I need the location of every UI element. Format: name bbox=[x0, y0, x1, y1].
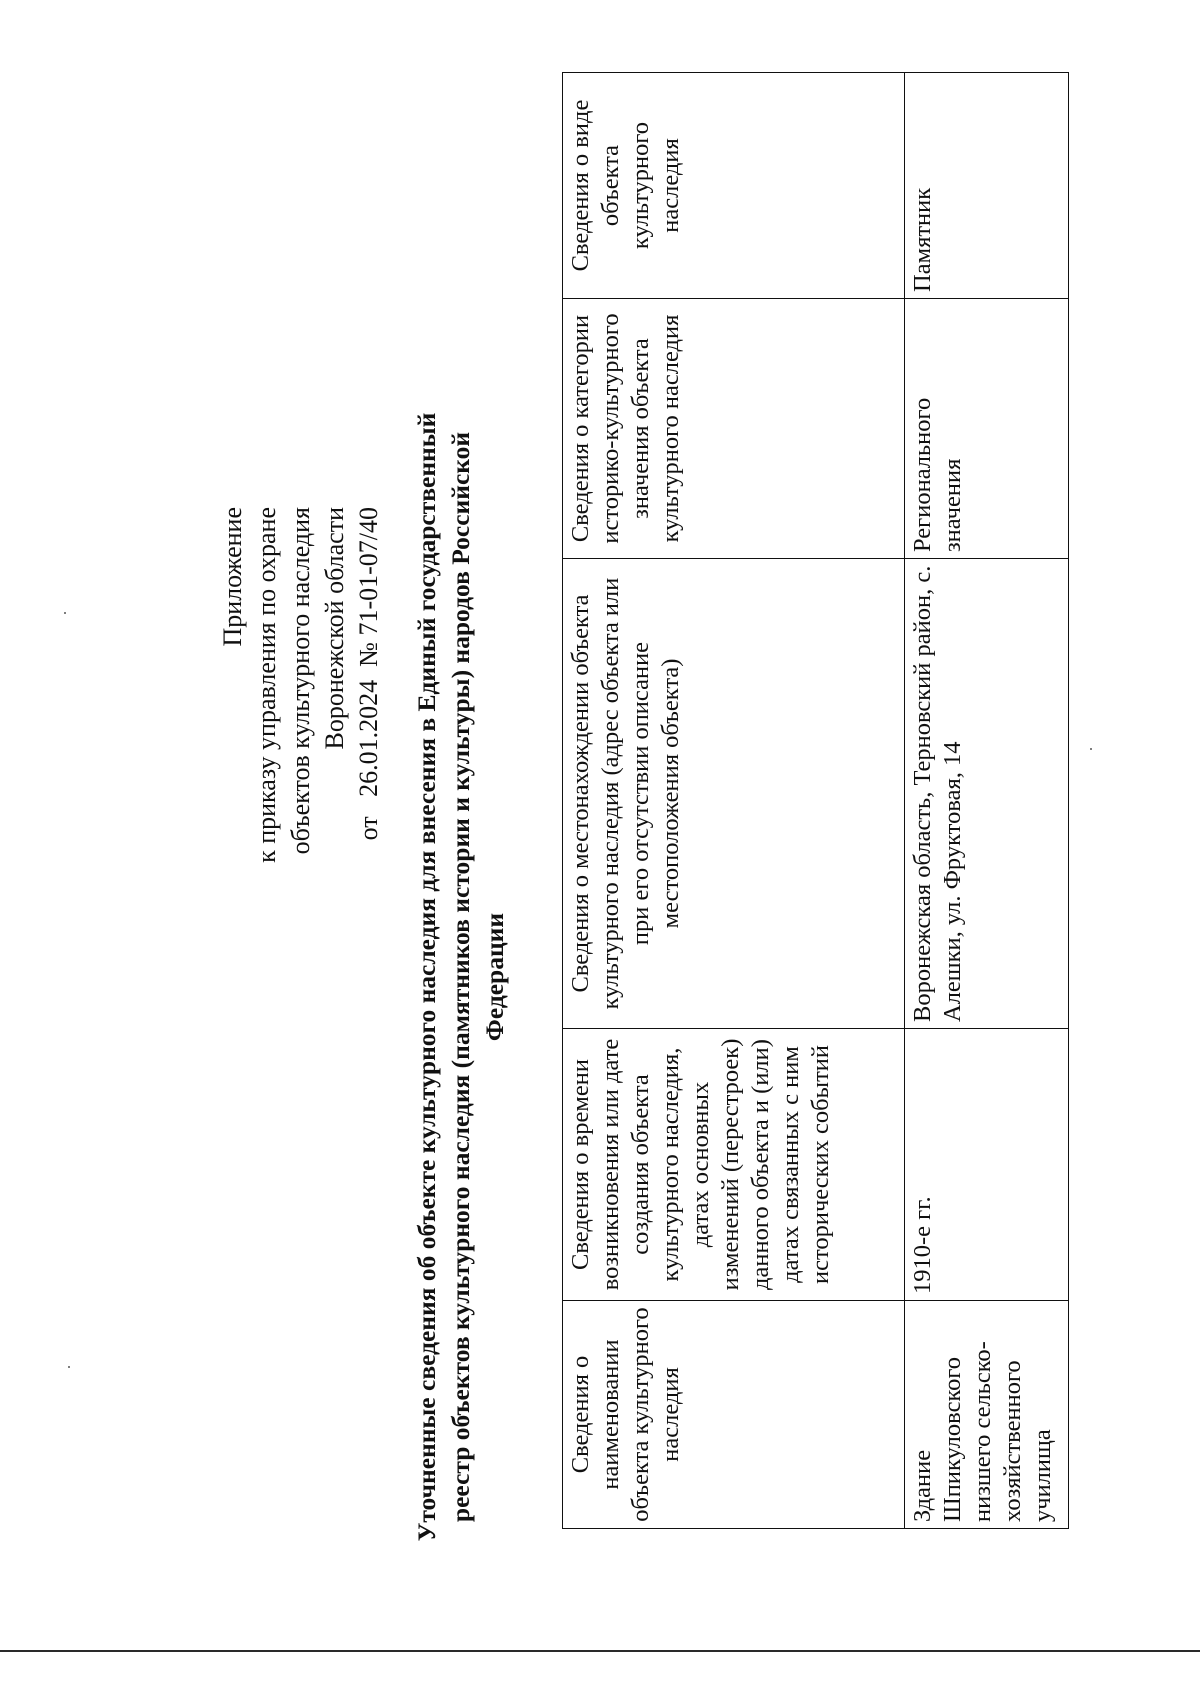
header-date: Сведения о времени возникновения или дате создания объекта культурного наследия, датах основных изменений (перестроек) данного объекта и (или) датах связанных с ним исторических событий bbox=[563, 1029, 905, 1301]
appendix-agency: объектов культурного наследия bbox=[286, 507, 315, 855]
appendix-block bbox=[216, 507, 386, 987]
scan-edge-line bbox=[0, 1650, 1200, 1652]
appendix-order-ref: к приказу управления по охране bbox=[252, 507, 281, 863]
header-location: Сведения о местонахождении объекта культурного наследия (адрес объекта или при его отсутствии описание местоположения объекта) bbox=[563, 559, 905, 1029]
table-header-row bbox=[563, 73, 905, 1529]
scan-speck bbox=[1090, 748, 1092, 750]
appendix-region: Воронежской области bbox=[320, 507, 349, 750]
cell-name: Здание Шпикуловского низшего сельско-хозяйственного училища bbox=[905, 1301, 1069, 1529]
table-row bbox=[905, 73, 1069, 1529]
heritage-table bbox=[562, 72, 1069, 1529]
cell-location: Воронежская область, Терновский район, с. Алешки, ул. Фруктовая, 14 bbox=[905, 559, 1069, 1029]
scan-speck bbox=[68, 1366, 70, 1368]
scan-speck bbox=[64, 612, 66, 614]
appendix-order-date-number: от 26.01.2024 № 71-01-07/40 bbox=[354, 507, 383, 841]
document-title: Уточненные сведения об объекте культурного наследия для внесения в Единый государственный реестр объектов культурного наследия (памятников истории и культуры) народов Российской Федерации bbox=[412, 412, 509, 1542]
cell-type: Памятник bbox=[905, 73, 1069, 299]
cell-category: Регионального значения bbox=[905, 299, 1069, 559]
header-type: Сведения о виде объекта культурного наследия bbox=[563, 73, 905, 299]
header-name: Сведения о наименовании объекта культурного наследия bbox=[563, 1301, 905, 1529]
header-category: Сведения о категории историко-культурного значения объекта культурного наследия bbox=[563, 299, 905, 559]
appendix-label: Приложение bbox=[218, 507, 247, 647]
cell-date: 1910-е гг. bbox=[905, 1029, 1069, 1301]
